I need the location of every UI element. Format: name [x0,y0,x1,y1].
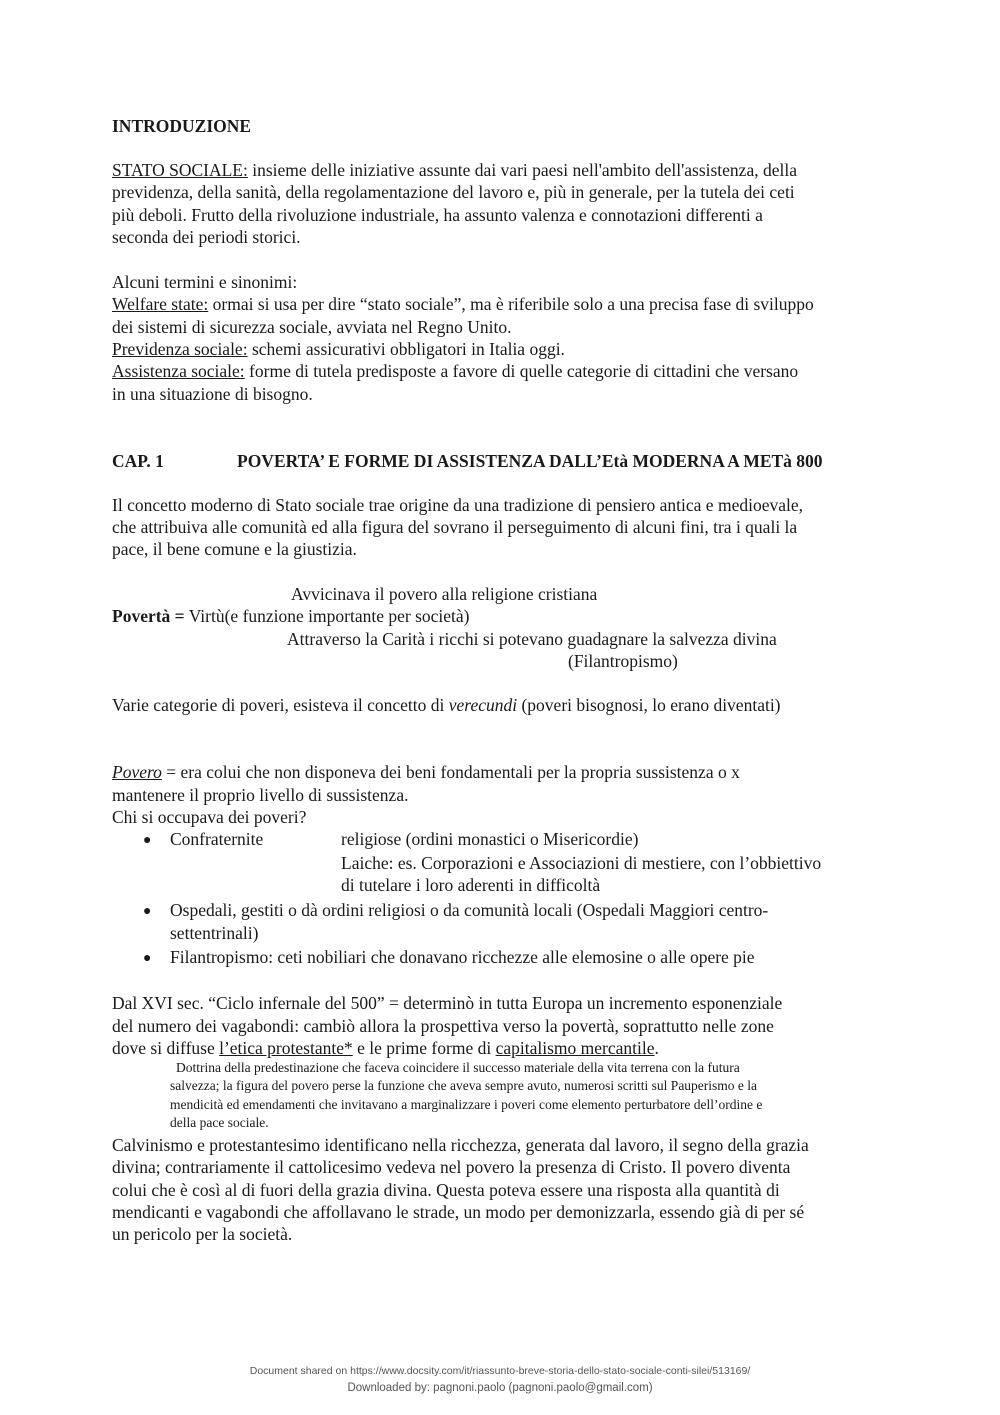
calvinismo-line-3: colui che è così al di fuori della grazia divina. Questa poteva essere una risposta alla quantità di [112,1180,780,1200]
footnote-line-1: Dottrina della predestinazione che faceva coincidere il successo materiale della vita terrena con la futura [176,1060,740,1075]
welfare-line-2: dei sistemi di sicurezza sociale, avviata nel Regno Unito. [112,317,512,337]
religiose-text: religiose (ordini monastici o Misericordie) [341,829,639,849]
verecundi-term: verecundi [448,695,518,715]
concept-line-3: pace, il bene comune e la giustizia. [112,539,357,559]
etica-protestante-link: l’etica protestante* [219,1038,353,1058]
stato-sociale-label: STATO SOCIALE: [112,160,248,180]
povero-label: Povero [112,762,162,782]
capitalismo-mercantile-link: capitalismo mercantile [495,1038,655,1058]
confraternite-label: Confraternite [170,829,264,849]
assistenza-label: Assistenza sociale: [112,361,245,381]
footer-shared-link[interactable]: Document shared on https://www.docsity.com/it/riassunto-breve-storia-dello-stato-sociale-conti-silei/513169/ [249,1365,751,1377]
assistenza-line-2: in una situazione di bisogno. [112,384,313,404]
intro-heading: INTRODUZIONE [112,116,252,136]
footnote-line-4: della pace sociale. [170,1115,269,1130]
dal-xvi-line-3: dove si diffuse l’etica protestante* e le prime forme di capitalismo mercantile. [112,1038,659,1058]
laiche-line-1: Laiche: es. Corporazioni e Associazioni di mestiere, con l’obbiettivo [341,853,822,873]
stato-sociale-line-1: STATO SOCIALE: insieme delle iniziative assunte dai vari paesi nell'ambito dell'assistenza, della [112,160,797,180]
laiche-line-2: di tutelare i loro aderenti in difficoltà [341,875,601,895]
calvinismo-line-4: mendicanti e vagabondi che affollavano le strade, un modo per demonizzarla, essendo già di per sé [112,1202,805,1222]
previdenza-line: Previdenza sociale: schemi assicurativi obbligatori in Italia oggi. [112,339,565,359]
welfare-line-1: Welfare state: ormai si usa per dire “stato sociale”, ma è riferibile solo a una precisa fase di sviluppo [112,294,814,314]
concept-line-2: che attribuiva alle comunità ed alla figura del sovrano il perseguimento di alcuni fini, tra i quali la [112,517,798,537]
footnote-line-3: mendicità ed emendamenti che invitavano a marginalizzare i poveri come elemento perturbatore dell’ordine e [170,1097,763,1112]
bullet-icon: ● [143,833,152,848]
stato-sociale-line-4: seconda dei periodi storici. [112,227,301,247]
poverta-line-1: Avvicinava il povero alla religione cristiana [291,584,598,604]
footer-downloaded-by: Downloaded by: pagnoni.paolo (pagnoni.paolo@gmail.com) [347,1382,653,1394]
welfare-label: Welfare state: [112,294,209,314]
povero-line-2: mantenere il proprio livello di sussistenza. [112,785,409,805]
stato-sociale-line-3: più deboli. Frutto della rivoluzione industriale, ha assunto valenza e connotazioni differenti a [112,205,763,225]
stato-sociale-line-2: previdenza, della sanità, della regolamentazione del lavoro e, più in generale, per la tutela dei ceti [112,182,795,202]
chapter-title: POVERTA’ E FORME DI ASSISTENZA DALL’Età MODERNA A METà 800 [237,451,823,471]
bullet-icon: ● [143,904,152,919]
categorie-line: Varie categorie di poveri, esisteva il concetto di verecundi (poveri bisognosi, lo erano diventati) [112,695,781,715]
dal-xvi-line-2: del numero dei vagabondi: cambiò allora la prospettiva verso la povertà, soprattutto nelle zone [112,1016,774,1036]
poverta-line-3: Attraverso la Carità i ricchi si potevano guadagnare la salvezza divina [287,629,777,649]
filantropismo-line: Filantropismo: ceti nobiliari che donavano ricchezze alle elemosine o alle opere pie [170,947,755,967]
dal-xvi-line-1: Dal XVI sec. “Ciclo infernale del 500” = determinò in tutta Europa un incremento esponenziale [112,993,783,1013]
povero-question: Chi si occupava dei poveri? [112,807,307,827]
ospedali-line-1: Ospedali, gestiti o dà ordini religiosi o da comunità locali (Ospedali Maggiori centro- [170,900,769,920]
poverta-line-4: (Filantropismo) [568,651,678,671]
bullet-icon: ● [143,951,152,966]
poverta-label: Povertà = [112,606,185,626]
povero-line-1: Povero = era colui che non disponeva dei beni fondamentali per la propria sussistenza o x [112,762,740,782]
calvinismo-line-1: Calvinismo e protestantesimo identificano nella ricchezza, generata dal lavoro, il segno della grazia [112,1135,809,1155]
previdenza-label: Previdenza sociale: [112,339,248,359]
assistenza-line-1: Assistenza sociale: forme di tutela predisposte a favore di quelle categorie di cittadini che versano [112,361,799,381]
terms-title: Alcuni termini e sinonimi: [112,272,298,292]
poverta-equation: Povertà = Virtù(e funzione importante per società) [112,606,470,626]
footnote-line-2: salvezza; la figura del povero perse la funzione che aveva sempre avuto, numerosi scritti sul Pauperismo e la [170,1078,758,1093]
calvinismo-line-5: un pericolo per la società. [112,1224,293,1244]
concept-line-1: Il concetto moderno di Stato sociale trae origine da una tradizione di pensiero antica e medioevale, [112,495,803,515]
calvinismo-line-2: divina; contrariamente il cattolicesimo vedeva nel povero la presenza di Cristo. Il povero diventa [112,1157,791,1177]
chapter-number: CAP. 1 [112,451,164,471]
ospedali-line-2: settentrinali) [170,923,259,943]
